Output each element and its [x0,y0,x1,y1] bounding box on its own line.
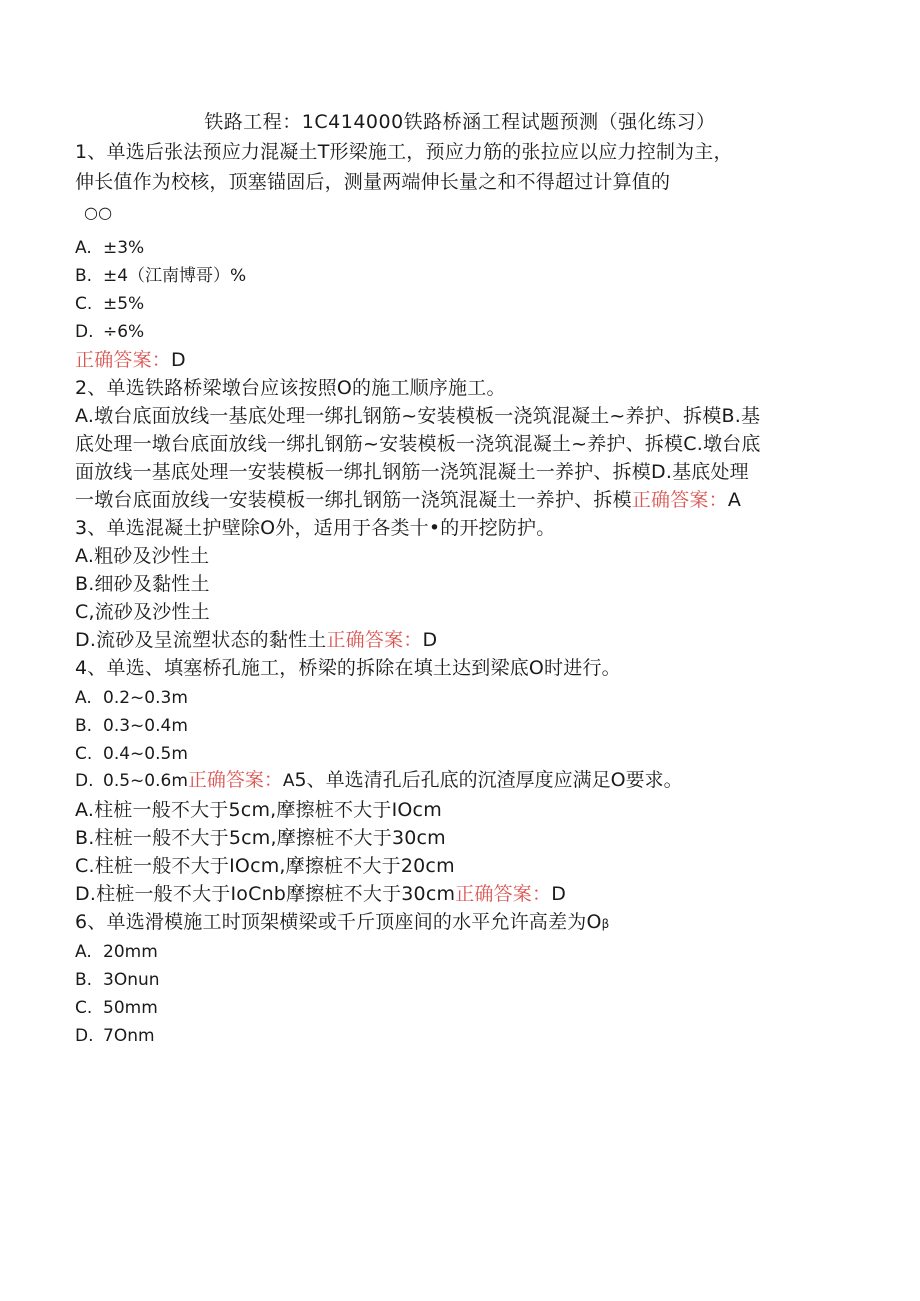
q1-option-a: A. ±3% [75,238,145,258]
q4-line-1: 4、单选、填塞桥孔施工，桥梁的拆除在填土达到梁底O时进行。 [75,657,621,679]
q3-option-b: B.细砂及黏性土 [75,573,210,595]
q3-option-c: C,流砂及沙性土 [75,601,210,623]
q5-option-c: C.柱桩一般不大于IOcm,摩擦桩不大于20cm [75,855,455,877]
page-title: 铁路工程：1C414000铁路桥涵工程试题预测（强化练习） [204,111,716,133]
q5-option-a: A.柱桩一般不大于5cm,摩擦桩不大于IOcm [75,799,442,821]
q2-line-3: 底处理一墩台底面放线一绑扎钢筋~安装模板一浇筑混凝土~养护、拆模C.墩台底 [75,433,761,455]
q6-option-a: A. 20mm [75,942,158,962]
q6-option-d: D. 7Onm [75,1026,155,1046]
q1-option-b: B. ±4（江南博哥）% [75,266,247,286]
q4-option-c: C. 0.4~0.5m [75,744,188,764]
q4-option-b: B. 0.3~0.4m [75,716,188,736]
q5-option-d: D.柱桩一般不大于IoCnb摩擦桩不大于30cm正确答案：D [75,883,567,905]
q5-line-1: 5、单选清孔后孔底的沉渣厚度应满足O要求。 [294,769,683,791]
q4-option-d-with-q5: D. 0.5~0.6m正确答案：A5、单选清孔后孔底的沉渣厚度应满足O要求。 [75,769,683,791]
q1-line-3: ○○ [84,203,113,222]
q1-option-c: C. ±5% [75,294,145,314]
q1-answer: 正确答案：D [75,349,186,371]
q3-line-1: 3、单选混凝土护壁除O外，适用于各类十•的开挖防护。 [75,517,556,539]
q2-line-4: 面放线一基底处理一安装模板一绑扎钢筋一浇筑混凝土一养护、拆模D.基底处理 [75,461,749,483]
q2-line-1: 2、单选铁路桥梁墩台应该按照O的施工顺序施工。 [75,377,506,399]
q5-option-b: B.柱桩一般不大于5cm,摩擦桩不大于30cm [75,827,446,849]
q6-option-b: B. 3Onun [75,970,160,990]
q2-line-5: 一墩台底面放线一安装模板一绑扎钢筋一浇筑混凝土一养护、拆模正确答案：A [75,489,742,511]
q1-line-1: 1、单选后张法预应力混凝土T形梁施工，预应力筋的张拉应以应力控制为主， [75,141,733,163]
q3-option-d: D.流砂及呈流塑状态的黏性土正确答案：D [75,629,438,651]
q4-option-a: A. 0.2~0.3m [75,688,188,708]
q6-option-c: C. 50mm [75,998,158,1018]
q1-line-2: 伸长值作为校核，顶塞锚固后，测量两端伸长量之和不得超过计算值的 [75,171,671,193]
q3-option-a: A.粗砂及沙性土 [75,545,210,567]
q1-option-d: D. ÷6% [75,322,145,342]
q6-line-1: 6、单选滑模施工时顶架横梁或千斤顶座间的水平允许高差为Oβ [75,911,610,933]
q2-line-2: A.墩台底面放线一基底处理一绑扎钢筋~安装模板一浇筑混凝土~养护、拆模B.基 [75,405,761,427]
